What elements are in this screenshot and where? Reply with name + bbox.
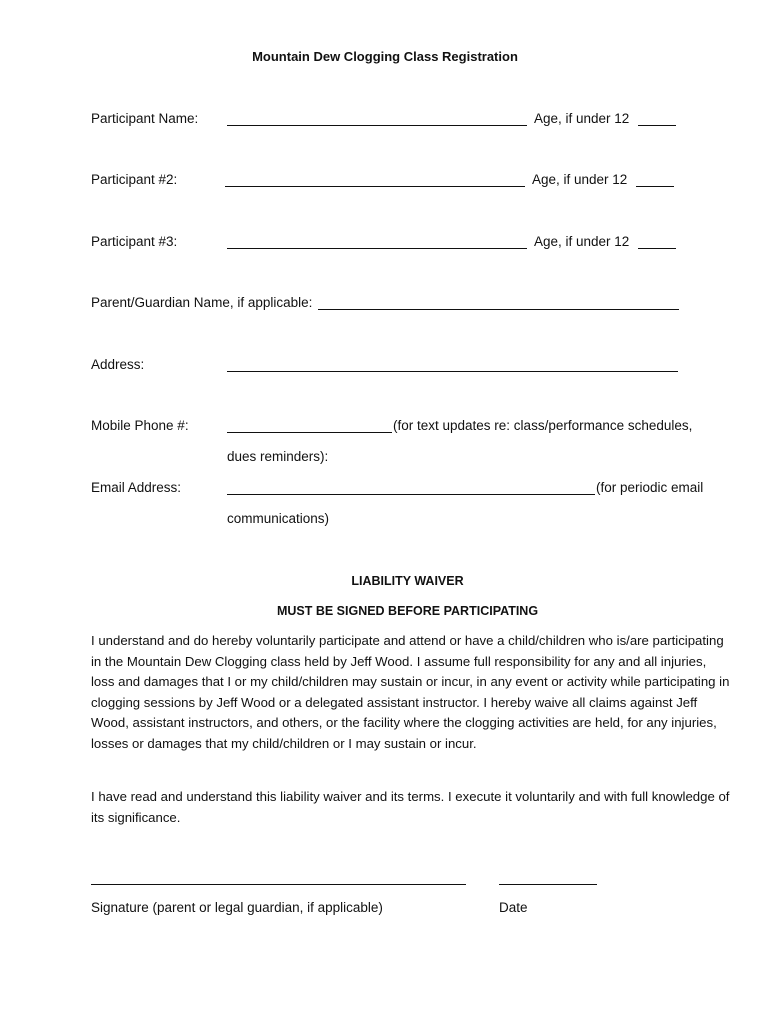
- waiver-heading: LIABILITY WAIVER: [351, 574, 464, 588]
- phone-note: (for text updates re: class/performance schedules,: [393, 418, 693, 433]
- participant3-age-label: Age, if under 12: [534, 234, 630, 249]
- participant-age-label: Age, if under 12: [534, 111, 630, 126]
- participant2-name-field[interactable]: [225, 186, 525, 187]
- participant2-age-label: Age, if under 12: [532, 172, 628, 187]
- page-title: Mountain Dew Clogging Class Registration: [252, 49, 518, 64]
- address-label: Address:: [91, 357, 145, 372]
- participant-name-label: Participant Name:: [91, 111, 199, 126]
- guardian-name-field[interactable]: [318, 309, 679, 310]
- address-field[interactable]: [227, 371, 678, 372]
- date-label: Date: [499, 900, 528, 915]
- waiver-paragraph-1: I understand and do hereby voluntarily participate and attend or have a child/children who is/are participating in the Mountain Dew Clogging class held by Jeff Wood. I assume full responsibility for any and all injuries, loss and damages that I or my child/children may sustain or incur, in any event or activity while participating in clogging sessions by Jeff Wood or a delegated assistant instructor. I hereby waive all claims against Jeff Wood, assistant instructors, and others, or the facility where the clogging activities are held, for any injuries, losses or damages that my child/children or I may sustain or incur.: [91, 633, 730, 751]
- guardian-label: Parent/Guardian Name, if applicable:: [91, 295, 313, 310]
- participant2-label: Participant #2:: [91, 172, 178, 187]
- email-note-continued: communications): [227, 511, 330, 526]
- signature-label: Signature (parent or legal guardian, if applicable): [91, 900, 383, 915]
- email-label: Email Address:: [91, 480, 182, 495]
- phone-label: Mobile Phone #:: [91, 418, 189, 433]
- waiver-paragraph-2: I have read and understand this liability waiver and its terms. I execute it voluntarily and with full knowledge of its significance.: [91, 789, 730, 825]
- phone-note-continued: dues reminders):: [227, 449, 329, 464]
- signature-field[interactable]: [91, 884, 466, 885]
- participant2-age-field[interactable]: [636, 186, 674, 187]
- participant3-age-field[interactable]: [638, 248, 676, 249]
- participant3-name-field[interactable]: [227, 248, 527, 249]
- participant-name-field[interactable]: [227, 125, 527, 126]
- participant3-label: Participant #3:: [91, 234, 178, 249]
- phone-field[interactable]: [227, 432, 392, 433]
- email-note: (for periodic email: [596, 480, 704, 495]
- date-field[interactable]: [499, 884, 597, 885]
- waiver-subheading: MUST BE SIGNED BEFORE PARTICIPATING: [276, 604, 539, 618]
- email-field[interactable]: [227, 494, 595, 495]
- participant-age-field[interactable]: [638, 125, 676, 126]
